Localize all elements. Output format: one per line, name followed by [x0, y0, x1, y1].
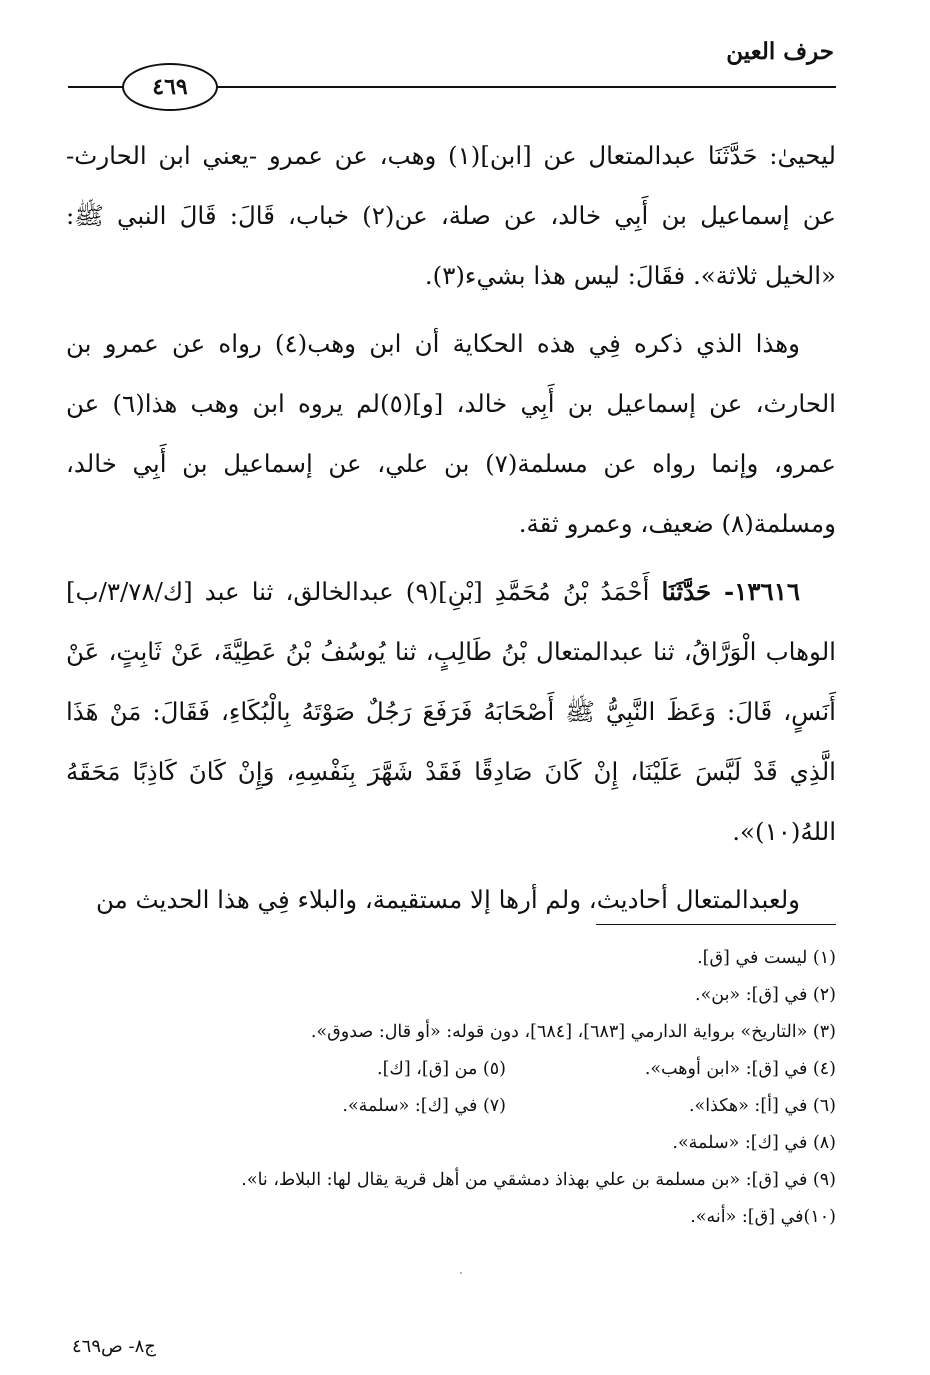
- footnote-5: (٥) من [ق]، [ك].: [377, 1059, 506, 1079]
- footnote-1: (١) ليست في [ق].: [697, 948, 836, 968]
- paragraph-2: وهذا الذي ذكره فِي هذه الحكاية أن ابن وهب(٤) رواه عن عمرو بن الحارث، عن إسماعيل بن أَبِي خالد، [و](٥)لم يروه ابن وهب هذا(٦) عن عمرو، وإنما رواه عن مسلمة(٧) بن علي، عن إسماعيل بن أَبِي خالد، ومسلمة(٨) ضعيف، وعمرو ثقة.: [66, 329, 836, 538]
- footnotes: [120, 940, 836, 1236]
- footnote-3: (٣) «التاريخ» برواية الدارمي [٦٨٣]، [٦٨٤]، دون قوله: «أو قال: صدوق».: [310, 1022, 836, 1042]
- running-header-title: حرف العين: [726, 38, 834, 65]
- footnote-row-6-7: [120, 1088, 836, 1125]
- footnote-rule: [596, 924, 836, 925]
- hadith-number: ١٣٦١٦- حَدَّثَنَا: [661, 577, 801, 606]
- footnote-2: (٢) في [ق]: «بن».: [695, 985, 836, 1005]
- main-text: [66, 126, 836, 930]
- paragraph-4: ولعبدالمتعال أحاديث، ولم أرها إلا مستقيمة، والبلاء فِي هذا الحديث من: [96, 885, 800, 914]
- paragraph-1: ليحيىٰ: حَدَّثَنَا عبدالمتعال عن [ابن](١) وهب، عن عمرو -يعني ابن الحارث- عن إسماعيل بن أَبِي خالد، عن صلة، عن(٢) خباب، قَالَ: قَالَ النبي ﷺ: «الخيل ثلاثة». فقَالَ: ليس هذا بشيء(٣).: [66, 141, 836, 290]
- scan-speck: [460, 1272, 462, 1274]
- volume-page-reference: ج٨- ص٤٦٩: [72, 1336, 156, 1357]
- footnote-7: (٧) في [ك]: «سلمة».: [342, 1096, 506, 1116]
- footnote-4: (٤) في [ق]: «ابن أوهب».: [644, 1059, 836, 1079]
- page-number-badge: ٤٦٩: [122, 63, 218, 111]
- footnote-9: (٩) في [ق]: «بن مسلمة بن علي بهذاذ دمشقي من أهل قرية يقال لها: البلاط، نا».: [241, 1170, 836, 1190]
- footnote-10: (١٠)في [ق]: «أنه».: [690, 1207, 836, 1227]
- hadith-text: أَحْمَدُ بْنُ مُحَمَّدِ [بْنِ](٩) عبدالخالق، ثنا عبد [ك/٣/٧٨/ب] الوهاب الْوَرَّاقُ، ثنا عبدالمتعال بْنُ طَالِبٍ، ثنا يُوسُفُ بْنُ عَطِيَّةَ، عَنْ ثَابِتٍ، عَنْ أَنَسٍ، قَالَ: وَعَظَ النَّبِيُّ ﷺ أَصْحَابَهُ فَرَفَعَ رَجُلٌ صَوْتَهُ بِالْبُكَاءِ، فَقَالَ: مَنْ هَذَا الَّذِي قَدْ لَبَّسَ عَلَيْنَا، إِنْ كَانَ صَادِقًا فَقَدْ شَهَّرَ بِنَفْسِهِ، وَإِنْ كَانَ كَاذِبًا مَحَقَهُ اللهُ(١٠)».: [66, 577, 836, 846]
- footnote-6: (٦) في [أ]: «هكذا».: [688, 1096, 836, 1116]
- footnote-8: (٨) في [ك]: «سلمة».: [672, 1133, 836, 1153]
- paragraph-3: [66, 562, 836, 862]
- footnote-row-4-5: [120, 1051, 836, 1088]
